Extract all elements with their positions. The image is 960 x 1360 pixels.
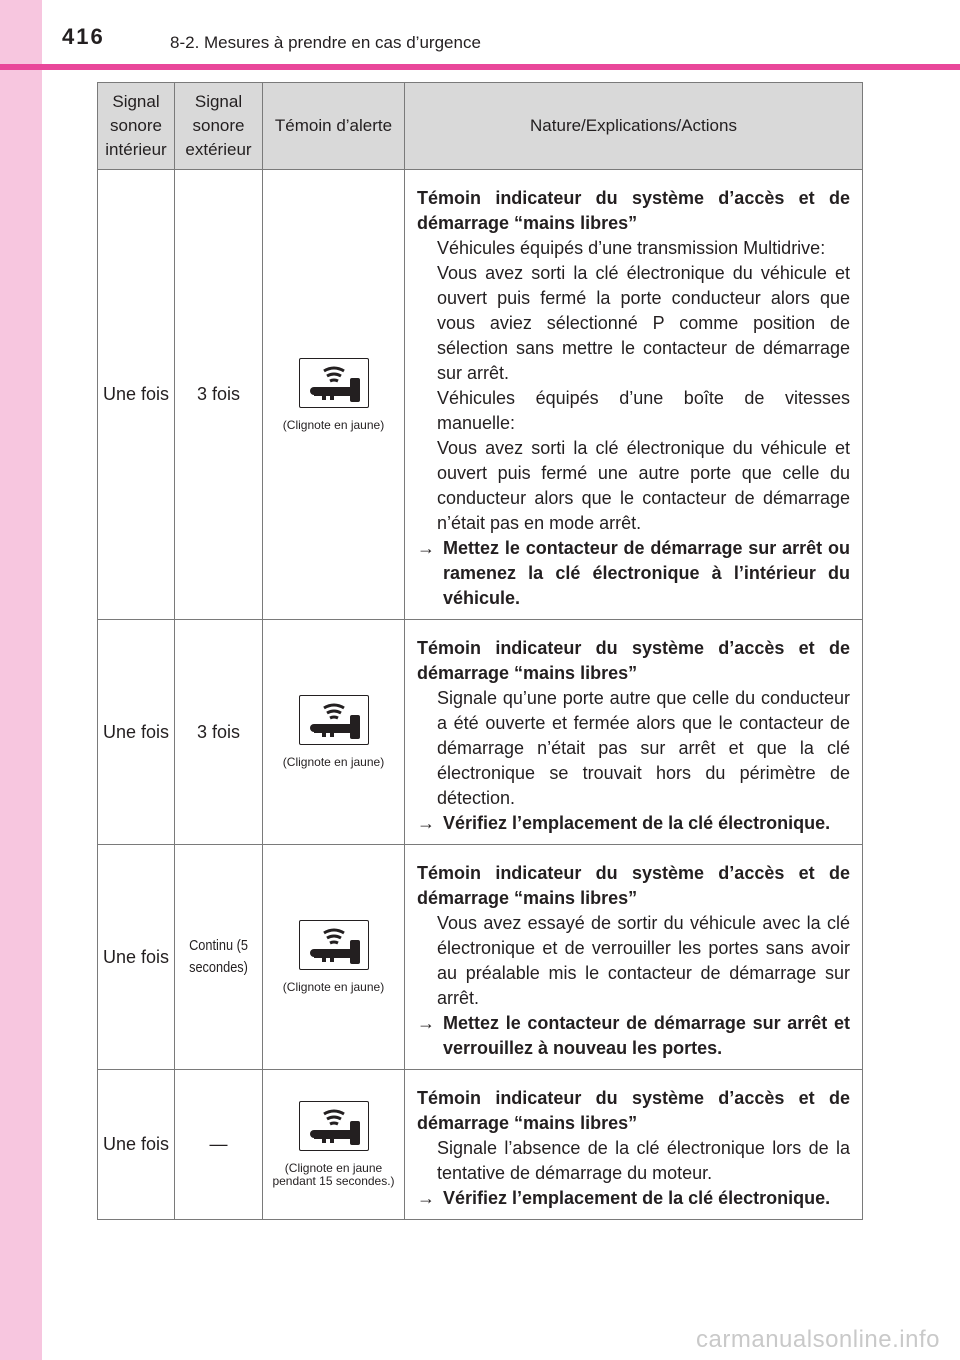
exterior-buzzer-cell: 3 fois [175,170,263,620]
none-dash: — [209,1134,228,1154]
arrow-icon: → [417,1188,435,1208]
header-rule [0,64,960,70]
table-row [98,845,863,1070]
exterior-buzzer-cell [175,845,263,1070]
indicator-caption: (Clignote en jaune pendant 15 secondes.) [272,1161,395,1188]
indicator-caption: (Clignote en jaune) [282,417,385,432]
header-area [42,0,960,64]
indicator-caption: (Clignote en jaune) [282,755,385,769]
description-title: Témoin indicateur du système d’accès et de démarrage “mains libres” [417,188,850,233]
warning-light-cell [263,845,405,1070]
action-line [417,811,850,836]
details-cell [405,845,863,1070]
table-row [98,620,863,845]
action-text: Vérifiez l’emplacement de la clé électronique. [443,1188,831,1208]
description-paragraph: Véhicules équipés d’une transmission Multidrive: [437,238,826,258]
smart-key-system-icon [299,358,369,408]
smart-key-system-icon [299,695,369,745]
action-line [417,1011,850,1061]
description-paragraph: Signale l’absence de la clé électronique lors de la tentative de démarrage du moteur. [437,1138,850,1183]
description-paragraph: Signale qu’une porte autre que celle du conducteur a été ouverte et fermée alors que le contacteur de démarrage n’était pas sur arrêt et que la clé électronique se trouvait hors du périmètre de détection. [437,688,850,808]
action-line [417,536,850,611]
description-title: Témoin indicateur du système d’accès et de démarrage “mains libres” [417,1088,850,1133]
arrow-icon: → [417,538,435,558]
page-number: 416 [62,24,105,49]
action-text: Mettez le contacteur de démarrage sur arrêt ou ramenez la clé électronique à l’intérieur du véhicule. [443,538,850,608]
interior-buzzer-cell: Une fois [98,1070,175,1220]
warning-light-cell [263,1070,405,1220]
description-paragraph: Véhicules équipés d’une boîte de vitesses manuelle: [437,388,850,433]
exterior-buzzer-cell [175,1070,263,1220]
table-row [98,170,863,620]
header-warning-light: Témoin d’alerte [263,83,405,170]
smart-key-system-icon [299,1101,369,1151]
table-row [98,1070,863,1220]
action-text: Vérifiez l’emplacement de la clé électronique. [443,813,831,833]
warning-light-cell [263,620,405,845]
warning-light-cell [263,170,405,620]
warning-table [97,82,863,1220]
details-cell [405,170,863,620]
description-paragraph: Vous avez sorti la clé électronique du véhicule et ouvert puis fermé une autre porte que celle du conducteur alors que le contacteur de démarrage n’était pas en mode arrêt. [437,438,850,533]
side-strip [0,0,42,1360]
smart-key-system-icon [299,920,369,970]
description-title: Témoin indicateur du système d’accès et de démarrage “mains libres” [417,863,850,908]
exterior-buzzer-cell: 3 fois [175,620,263,845]
description-title: Témoin indicateur du système d’accès et de démarrage “mains libres” [417,638,850,683]
continuous-label: Continu (5 secondes) [189,937,248,976]
table-header-row [98,83,863,170]
header-exterior-buzzer: Signal sonore extérieur [175,83,263,170]
section-title: 8-2. Mesures à prendre en cas d’urgence [170,33,481,52]
indicator-caption: (Clignote en jaune) [282,980,385,994]
header-interior-buzzer: Signal sonore intérieur [98,83,175,170]
interior-buzzer-cell: Une fois [98,620,175,845]
details-cell [405,1070,863,1220]
description-paragraph: Vous avez sorti la clé électronique du véhicule et ouvert puis fermé la porte conducteur alors que vous aviez sélectionné P comme position de sélection sans mettre le contacteur de démarrage sur arrêt. [437,263,850,383]
details-cell [405,620,863,845]
arrow-icon: → [417,1013,435,1033]
interior-buzzer-cell: Une fois [98,170,175,620]
action-text: Mettez le contacteur de démarrage sur arrêt et verrouillez à nouveau les portes. [443,1013,850,1058]
arrow-icon: → [417,813,435,833]
interior-buzzer-cell: Une fois [98,845,175,1070]
header-details: Nature/Explications/Actions [405,83,863,170]
watermark: carmanualsonline.info [696,1326,940,1353]
action-line [417,1186,850,1211]
description-paragraph: Vous avez essayé de sortir du véhicule avec la clé électronique et de verrouiller les portes sans avoir au préalable mis le contacteur de démarrage sur arrêt. [437,913,850,1008]
